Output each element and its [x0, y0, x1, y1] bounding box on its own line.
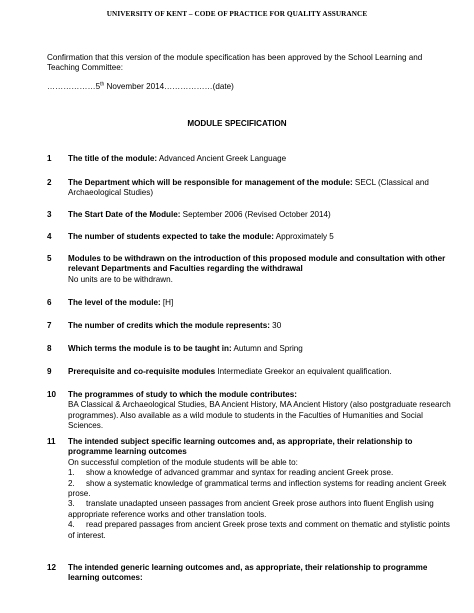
item-generic-learning-outcomes: [68, 563, 458, 584]
item-value: Approximately 5: [273, 232, 334, 241]
item-number: 10: [47, 390, 57, 399]
item-expected-students: [68, 232, 458, 242]
date-suffix: November 2014………………(date): [104, 82, 234, 91]
item-value: BA Classical & Archaeological Studies, BA Ancient History, MA Ancient History (also postgraduate research programmes). Also available as a wild module to students in the Faculties of Humanities and Social Sciences.: [68, 400, 451, 431]
outcome-list-item: [68, 479, 458, 500]
item-number: 12: [47, 563, 57, 572]
item-label: Prerequisite and co-requisite modules: [68, 367, 216, 376]
item-label: The intended generic learning outcomes and, as appropriate, their relationship to programme learning outcomes:: [68, 563, 428, 583]
item-number: 1: [47, 154, 52, 163]
approval-date-line: [47, 82, 234, 92]
item-title-of-module: [68, 154, 458, 164]
item-label: The title of the module:: [68, 154, 158, 163]
outcome-number: 1.: [68, 468, 75, 478]
item-label: The number of students expected to take the module:: [68, 232, 274, 241]
item-number: 6: [47, 298, 52, 307]
item-number: 5: [47, 254, 52, 263]
item-value: No units are to be withdrawn.: [68, 274, 173, 284]
item-label: The intended subject specific learning outcomes and, as appropriate, their relationship to programme learning outcomes: [68, 437, 413, 457]
item-label: Which terms the module is to be taught in:: [68, 344, 232, 353]
outcome-number: 4.: [68, 520, 75, 530]
item-terms-taught: [68, 344, 458, 354]
outcome-number: 3.: [68, 499, 75, 509]
item-label: The level of the module:: [68, 298, 161, 307]
item-number: 9: [47, 367, 52, 376]
item-label: The programmes of study to which the module contributes:: [68, 390, 297, 399]
outcome-list-item: [68, 520, 458, 541]
outcome-list-item: [68, 468, 458, 478]
item-number: 7: [47, 321, 52, 330]
item-modules-withdrawn: [68, 254, 458, 285]
item-number: 8: [47, 344, 52, 353]
item-value: [H]: [160, 298, 174, 307]
item-value: Advanced Ancient Greek Language: [157, 154, 287, 163]
item-number: 2: [47, 178, 52, 187]
item-start-date: [68, 210, 458, 220]
item-number: 11: [47, 437, 56, 446]
item-label: The Start Date of the Module:: [68, 210, 181, 219]
item-value: On successful completion of the module students will be able to:: [68, 457, 298, 467]
item-label: The Department which will be responsible for management of the module:: [68, 178, 353, 187]
item-responsible-department: [68, 178, 458, 199]
outcome-text: show a systematic knowledge of grammatical terms and inflection systems for reading ancient Greek prose.: [68, 478, 447, 499]
outcome-text: translate unadapted unseen passages from ancient Greek prose authors into fluent English using appropriate reference works and other translation tools.: [68, 499, 434, 519]
item-value: Intermediate Greekor an equivalent qualification.: [215, 367, 392, 376]
outcome-text: read prepared passages from ancient Greek prose texts and comment on thematic and stylistic points of interest.: [68, 520, 450, 540]
item-module-level: [68, 298, 458, 308]
page-header: UNIVERSITY OF KENT – CODE OF PRACTICE FOR QUALITY ASSURANCE: [106, 10, 368, 18]
item-label: Modules to be withdrawn on the introduction of this proposed module and consultation with other relevant Departments and Faculties regarding the withdrawal: [68, 254, 446, 274]
item-value: 30: [269, 321, 282, 330]
item-programmes-of-study: [68, 390, 458, 432]
approval-confirmation: Confirmation that this version of the module specification has been approved by the School Learning and Teaching Committee:: [47, 53, 423, 73]
item-prerequisites: [68, 367, 458, 377]
date-prefix: ………………5: [47, 82, 101, 91]
module-specification-title: MODULE SPECIFICATION: [187, 119, 287, 128]
item-value: Autumn and Spring: [231, 344, 303, 353]
item-value: SECL (Classical and Archaeological Studies): [68, 178, 429, 198]
item-subject-learning-outcomes: [68, 437, 458, 541]
outcome-number: 2.: [68, 478, 75, 488]
item-credits: [68, 321, 458, 331]
item-number: 4: [47, 232, 52, 241]
outcome-text: show a knowledge of advanced grammar and syntax for reading ancient Greek prose.: [86, 468, 394, 478]
item-number: 3: [47, 210, 52, 219]
date-superscript: th: [100, 81, 105, 88]
item-value: September 2006 (Revised October 2014): [180, 210, 331, 219]
outcome-list-item: [68, 499, 458, 520]
item-label: The number of credits which the module represents:: [68, 321, 270, 330]
